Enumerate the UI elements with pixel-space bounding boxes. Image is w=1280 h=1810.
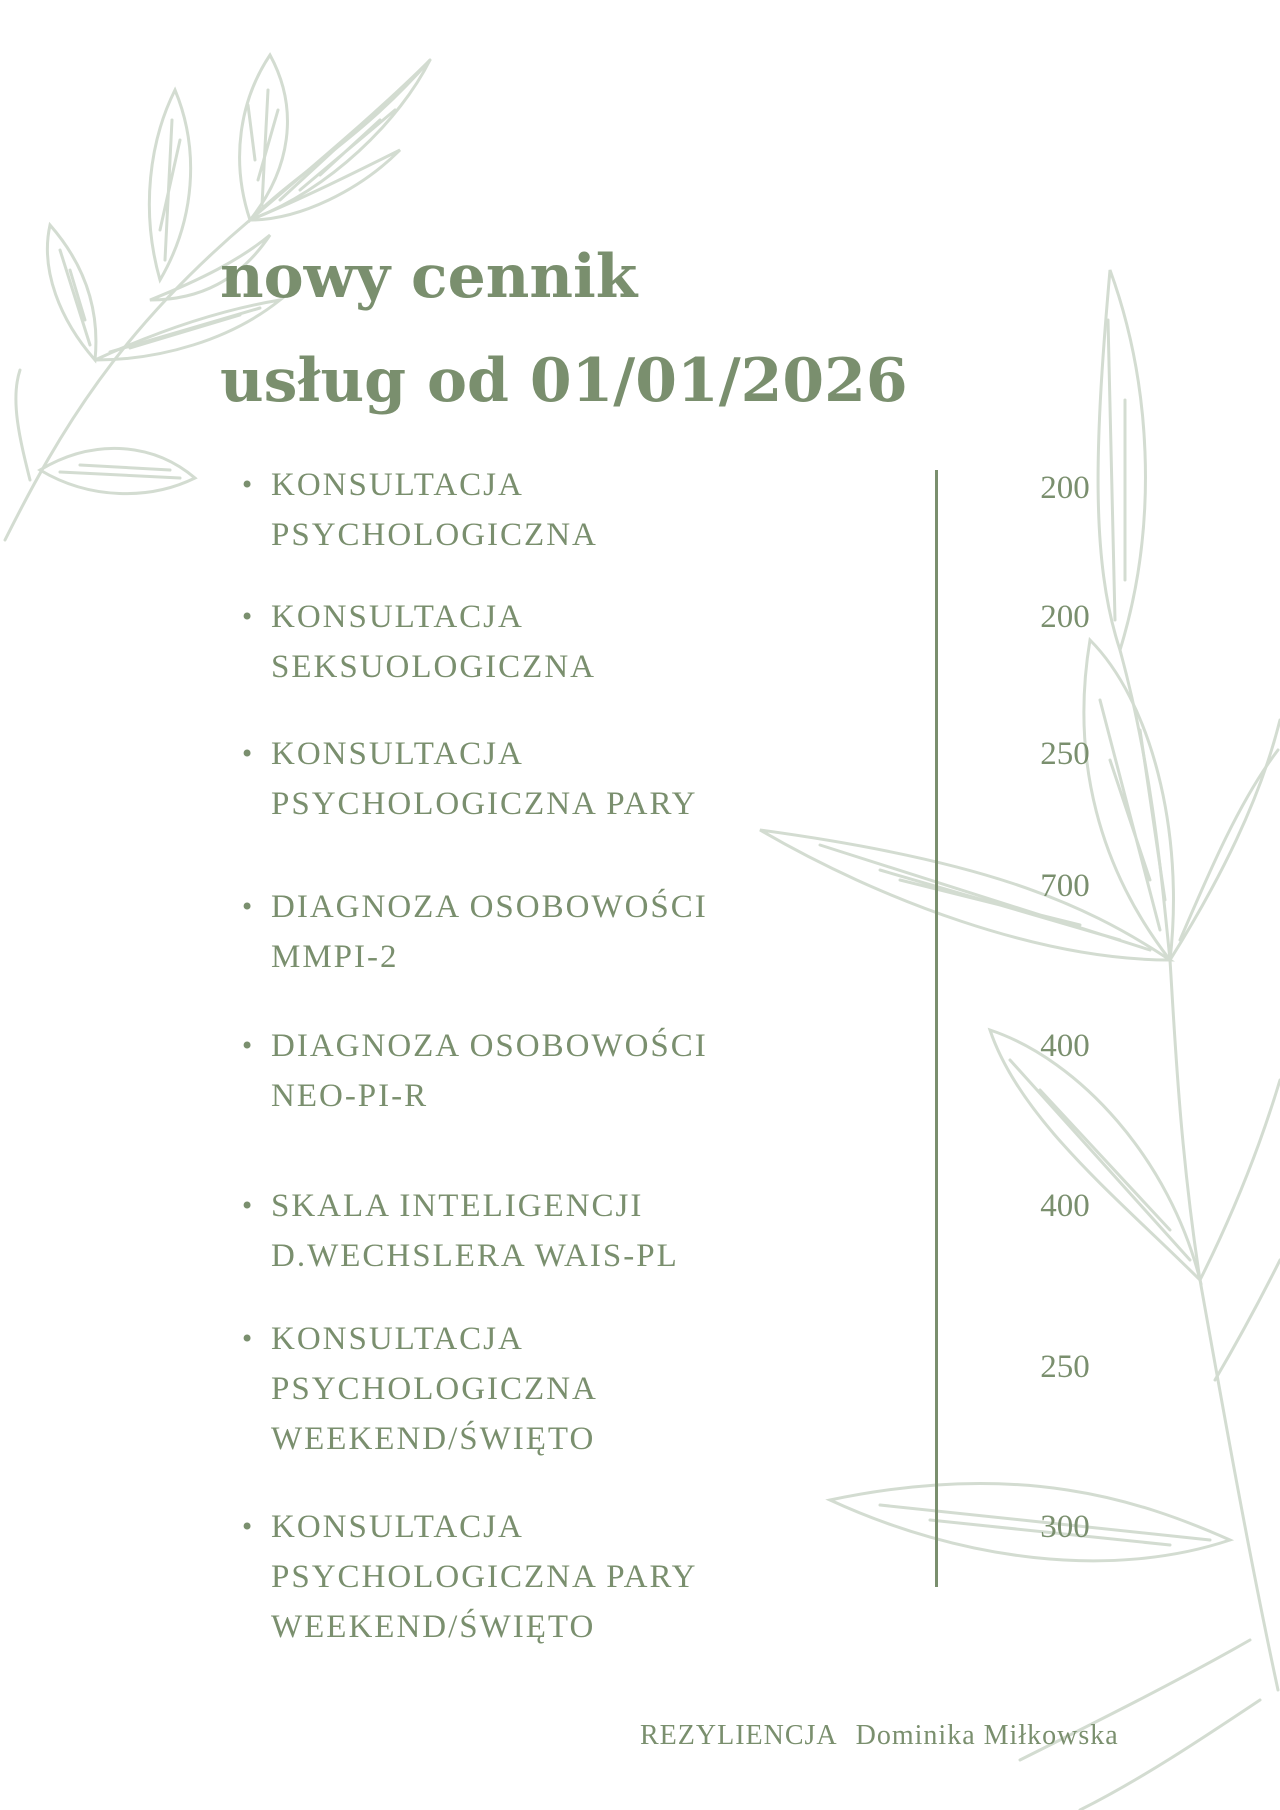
service-name: DIAGNOZA OSOBOWOŚCI NEO-PI-R bbox=[271, 1028, 708, 1114]
service-name: KONSULTACJA PSYCHOLOGICZNA WEEKEND/ŚWIĘTO bbox=[271, 1321, 598, 1457]
service-item bbox=[240, 460, 880, 560]
bullet: • bbox=[240, 603, 255, 631]
service-price: 200 bbox=[1040, 470, 1090, 506]
service-price: 250 bbox=[1040, 736, 1090, 772]
service-item bbox=[240, 1021, 880, 1121]
service-item bbox=[240, 1314, 880, 1464]
service-name: DIAGNOZA OSOBOWOŚCI MMPI-2 bbox=[271, 889, 708, 975]
footer-brand: REZYLIENCJA bbox=[640, 1720, 838, 1751]
title-line-1: nowy cennik bbox=[220, 242, 638, 312]
service-item bbox=[240, 1502, 880, 1652]
bullet: • bbox=[240, 740, 255, 768]
bullet: • bbox=[240, 1325, 255, 1353]
service-price: 700 bbox=[1040, 868, 1090, 904]
service-price: 300 bbox=[1040, 1509, 1090, 1545]
service-name: KONSULTACJA PSYCHOLOGICZNA PARY bbox=[271, 736, 698, 822]
page-title bbox=[220, 225, 908, 433]
service-item bbox=[240, 1181, 880, 1281]
bullet: • bbox=[240, 1192, 255, 1220]
service-price: 250 bbox=[1040, 1349, 1090, 1385]
service-item bbox=[240, 592, 880, 692]
bullet: • bbox=[240, 471, 255, 499]
title-line-2: usług od 01/01/2026 bbox=[220, 346, 908, 416]
service-name: KONSULTACJA PSYCHOLOGICZNA bbox=[271, 467, 598, 553]
service-price: 400 bbox=[1040, 1188, 1090, 1224]
service-name: SKALA INTELIGENCJI D.WECHSLERA WAIS-PL bbox=[271, 1188, 679, 1274]
bullet: • bbox=[240, 1513, 255, 1541]
footer-person: Dominika Miłkowska bbox=[855, 1720, 1119, 1751]
service-price: 200 bbox=[1040, 599, 1090, 635]
service-item bbox=[240, 882, 880, 982]
service-name: KONSULTACJA PSYCHOLOGICZNA PARY WEEKEND/ŚWIĘTO bbox=[271, 1509, 698, 1645]
footer bbox=[640, 1720, 1160, 1752]
service-price: 400 bbox=[1040, 1028, 1090, 1064]
service-name: KONSULTACJA SEKSUOLOGICZNA bbox=[271, 599, 596, 685]
bullet: • bbox=[240, 1032, 255, 1060]
column-divider bbox=[935, 470, 938, 1587]
bullet: • bbox=[240, 893, 255, 921]
service-item bbox=[240, 729, 880, 829]
